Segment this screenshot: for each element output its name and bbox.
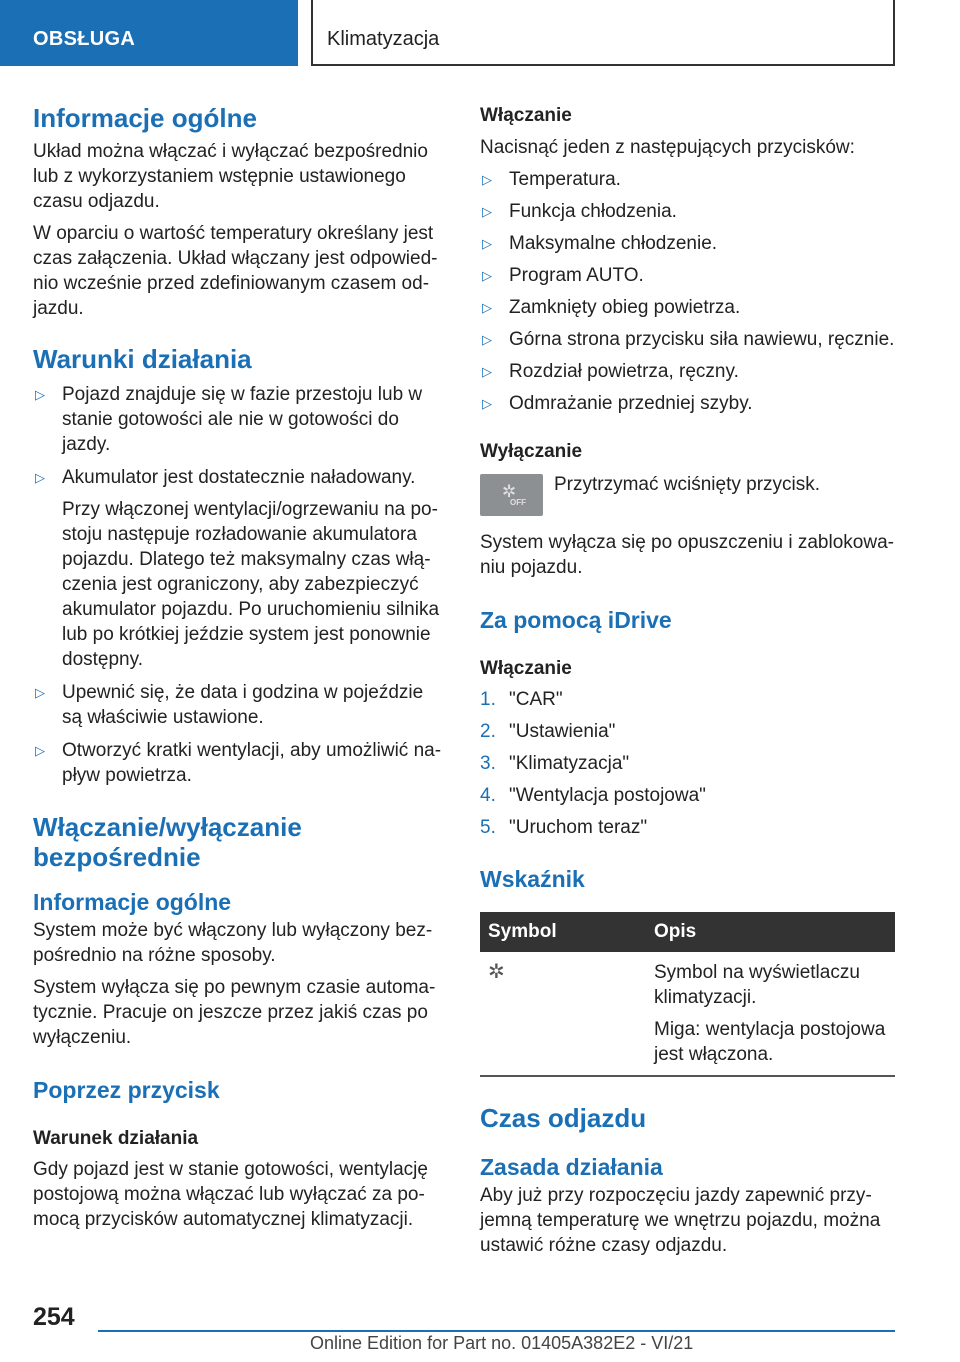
fan-icon: ✲ — [502, 482, 517, 501]
list-item: ▷ Rozdział powietrza, ręczny. — [482, 361, 739, 382]
triangle-bullet-icon: ▷ — [482, 364, 492, 379]
heading-idrive-on: Włączanie — [480, 658, 572, 679]
list-item: ▷ Funkcja chłodzenia. — [482, 201, 677, 222]
list-item: ▷ Maksymalne chłodzenie. — [482, 233, 718, 254]
list-item: 1. "CAR" — [480, 689, 563, 710]
triangle-bullet-icon: ▷ — [482, 236, 492, 251]
edition-text: Online Edition for Part no. 01405A382E2 - VI/21 — [310, 1333, 694, 1353]
conditions-list — [33, 382, 445, 788]
off-instruction: Przytrzymać wciśnięty przycisk. — [554, 474, 821, 495]
heading-general: Informacje ogólne — [33, 103, 257, 133]
symbol-cell — [480, 952, 646, 1076]
heading-direct-general: Informacje ogólne — [33, 889, 232, 915]
heading-on: Włączanie — [480, 105, 572, 126]
triangle-bullet-icon: ▷ — [482, 172, 492, 187]
list-item: 5. "Uruchom teraz" — [480, 817, 648, 838]
triangle-bullet-icon: ▷ — [35, 470, 45, 485]
list-item: ▷ Zamknięty obieg powietrza. — [482, 297, 741, 318]
section-tab — [0, 0, 298, 66]
list-item: ▷ Program AUTO. — [482, 265, 644, 286]
col-desc: Opis — [646, 912, 895, 952]
idrive-steps — [480, 687, 895, 840]
list-item: 2. "Ustawienia" — [480, 721, 616, 742]
triangle-bullet-icon: ▷ — [482, 332, 492, 347]
off-label: OFF — [510, 498, 526, 507]
desc-line-2: Miga: wentylacja postojowa jest włączona. — [654, 1019, 886, 1065]
list-item: 4. "Wentylacja postojowa" — [480, 785, 706, 806]
heading-button: Poprzez przycisk — [33, 1077, 220, 1103]
chapter-tab — [311, 0, 895, 66]
heading-indicator: Wskaźnik — [480, 866, 585, 892]
button-condition-text: Gdy pojazd jest w stanie gotowości, wentylację postojową można włączać lub wyłączać za pomocą przycisków automatycznej klimatyzacji. — [33, 1159, 428, 1230]
general-p1: Układ można włączać i wyłączać bezpośrednio lub z wykorzystaniem wstępnie ustawionego czasu odjazdu. — [33, 141, 428, 212]
heading-off: Wyłączanie — [480, 441, 583, 462]
page-header — [0, 0, 960, 66]
list-item: ▷ Akumulator jest dostatecznie naładowany. Przy włączonej wentylacji/ogrzewaniu na postoju następuje rozładowanie akumulatora pojazdu. Dlatego też maksymalny czas włączenia jest ograniczony, aby zabezpieczyć akumulator pojazdu. Po uruchomieniu silnika lub po krótkiej jeździe system jest ponownie dostępny. — [33, 465, 445, 672]
col-symbol: Symbol — [480, 912, 646, 952]
left-column — [33, 100, 445, 1232]
triangle-bullet-icon: ▷ — [482, 204, 492, 219]
general-p2: W oparciu o wartość temperatury określany jest czas załączenia. Układ włączany jest odpowiednio wcześnie przed zdefiniowanym czasem odjazdu. — [33, 223, 438, 319]
list-item: ▷ Temperatura. — [482, 169, 621, 190]
triangle-bullet-icon: ▷ — [482, 396, 492, 411]
symbol-table — [480, 912, 895, 1077]
right-column — [480, 100, 895, 1258]
heading-conditions: Warunki działania — [33, 344, 252, 374]
list-item: ▷ Pojazd znajduje się w fazie przestoju lub w stanie gotowości ale nie w gotowości do jazdy. — [35, 384, 423, 455]
chapter-label: Klimatyzacja — [327, 28, 440, 50]
desc-line-1: Symbol na wyświetlaczu klimatyzacji. — [654, 962, 860, 1008]
heading-direct: Włączanie/wyłączanie bezpośrednie — [33, 812, 302, 872]
triangle-bullet-icon: ▷ — [35, 685, 45, 700]
off-note: System wyłącza się po opuszczeniu i zablokowaniu pojazdu. — [480, 532, 894, 578]
fan-icon: ✲ — [488, 961, 505, 983]
section-label: OBSŁUGA — [33, 28, 136, 50]
heading-idrive: Za pomocą iDrive — [480, 607, 672, 633]
triangle-bullet-icon: ▷ — [35, 743, 45, 758]
triangle-bullet-icon: ▷ — [482, 300, 492, 315]
desc-cell — [646, 952, 895, 1076]
direct-p1: System może być włączony lub wyłączony bezpośrednio na różne sposoby. — [33, 920, 433, 966]
heading-depart: Czas odjazdu — [480, 1103, 647, 1133]
fan-off-button-icon — [480, 474, 543, 516]
footer-divider — [98, 1330, 895, 1332]
heading-principle: Zasada działania — [480, 1154, 663, 1180]
page-number: 254 — [33, 1303, 75, 1331]
list-item: ▷ Upewnić się, że data i godzina w pojeździe są właściwie ustawione. — [35, 682, 424, 728]
on-intro: Nacisnąć jeden z następujących przycisków: — [480, 137, 855, 158]
list-item: 3. "Klimatyzacja" — [480, 753, 630, 774]
heading-button-condition: Warunek działania — [33, 1128, 199, 1149]
table-row — [480, 952, 895, 1076]
battery-note: Przy włączonej wentylacji/ogrzewaniu na postoju następuje rozładowanie akumulatora pojazdu. Dlatego też maksymalny czas włączenia jest ograniczony, aby zabezpieczyć akumulator pojazdu. Po uruchomieniu silnika lub po krótkiej jeździe system jest ponownie dostępny. — [62, 499, 440, 670]
table-header-row — [480, 912, 895, 952]
off-instruction-row — [480, 474, 895, 518]
principle-text: Aby już przy rozpoczęciu jazdy zapewnić przyjemną temperaturę we wnętrzu pojazdu, można ustawić różne czasy odjazdu. — [480, 1185, 881, 1256]
on-buttons-list — [480, 167, 895, 416]
triangle-bullet-icon: ▷ — [482, 268, 492, 283]
direct-p2: System wyłącza się po pewnym czasie automatycznie. Pracuje on jeszcze przez jakiś czas po wyłączeniu. — [33, 977, 436, 1048]
list-item: ▷ Otworzyć kratki wentylacji, aby umożliwić napływ powietrza. — [35, 740, 442, 786]
list-item: ▷ Odmrażanie przedniej szyby. — [482, 393, 753, 414]
triangle-bullet-icon: ▷ — [35, 387, 45, 402]
list-item: ▷ Górna strona przycisku siła nawiewu, ręcznie. — [482, 329, 895, 350]
